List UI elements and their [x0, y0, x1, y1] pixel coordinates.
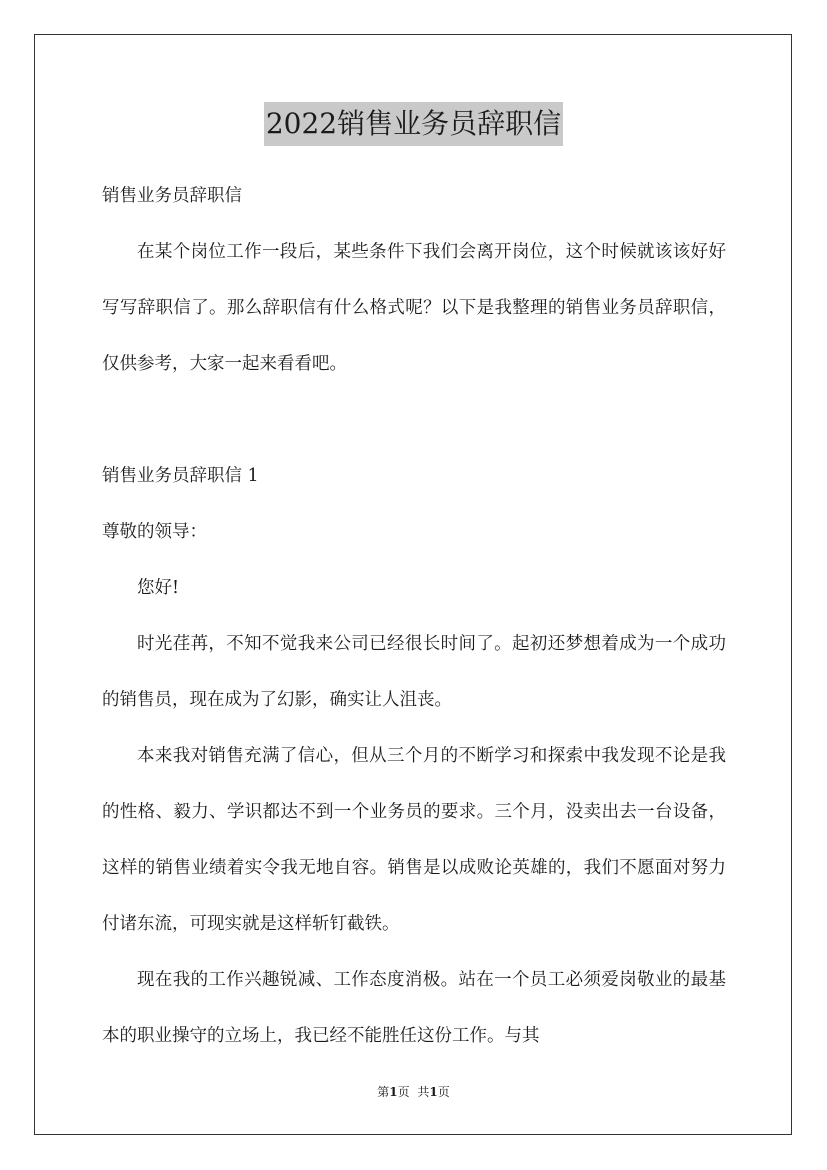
- page-suffix: 页: [397, 1085, 410, 1099]
- body-paragraph: 现在我的工作兴趣锐减、工作态度消极。站在一个员工必须爱岗敬业的最基本的职业操守的立场上，我已经不能胜任这份工作。与其: [102, 970, 726, 1046]
- page-prefix: 第: [377, 1085, 390, 1099]
- body-paragraph: 时光荏苒，不知不觉我来公司已经很长时间了。起初还梦想着成为一个成功的销售员，现在成为了幻影，确实让人沮丧。: [102, 634, 726, 710]
- total-pages: 1: [429, 1085, 438, 1099]
- body-paragraph: 本来我对销售充满了信心，但从三个月的不断学习和探索中我发现不论是我的性格、毅力、学识都达不到一个业务员的要求。三个月，没卖出去一台设备，这样的销售业绩着实令我无地自容。销售是以成败论英雄的，我们不愿面对努力付诸东流，可现实就是这样斩钉截铁。: [102, 746, 726, 934]
- document-subtitle: 销售业务员辞职信: [102, 186, 242, 206]
- document-title-text: 2022销售业务员辞职信: [264, 102, 563, 146]
- blank-line: [102, 392, 726, 448]
- greeting: 您好!: [137, 578, 180, 598]
- total-suffix: 页: [437, 1085, 450, 1099]
- document-body: [102, 168, 726, 1064]
- intro-paragraph: 在某个岗位工作一段后，某些条件下我们会离开岗位，这个时候就该该好好写写辞职信了。那么辞职信有什么格式呢？以下是我整理的销售业务员辞职信，仅供参考，大家一起来看看吧。: [102, 242, 726, 374]
- section-heading: 销售业务员辞职信 1: [102, 466, 259, 486]
- page-number: 1: [389, 1085, 398, 1099]
- page-footer: [0, 1083, 827, 1100]
- total-prefix: 共: [417, 1085, 430, 1099]
- salutation: 尊敬的领导：: [102, 522, 207, 542]
- document-title: [0, 100, 827, 146]
